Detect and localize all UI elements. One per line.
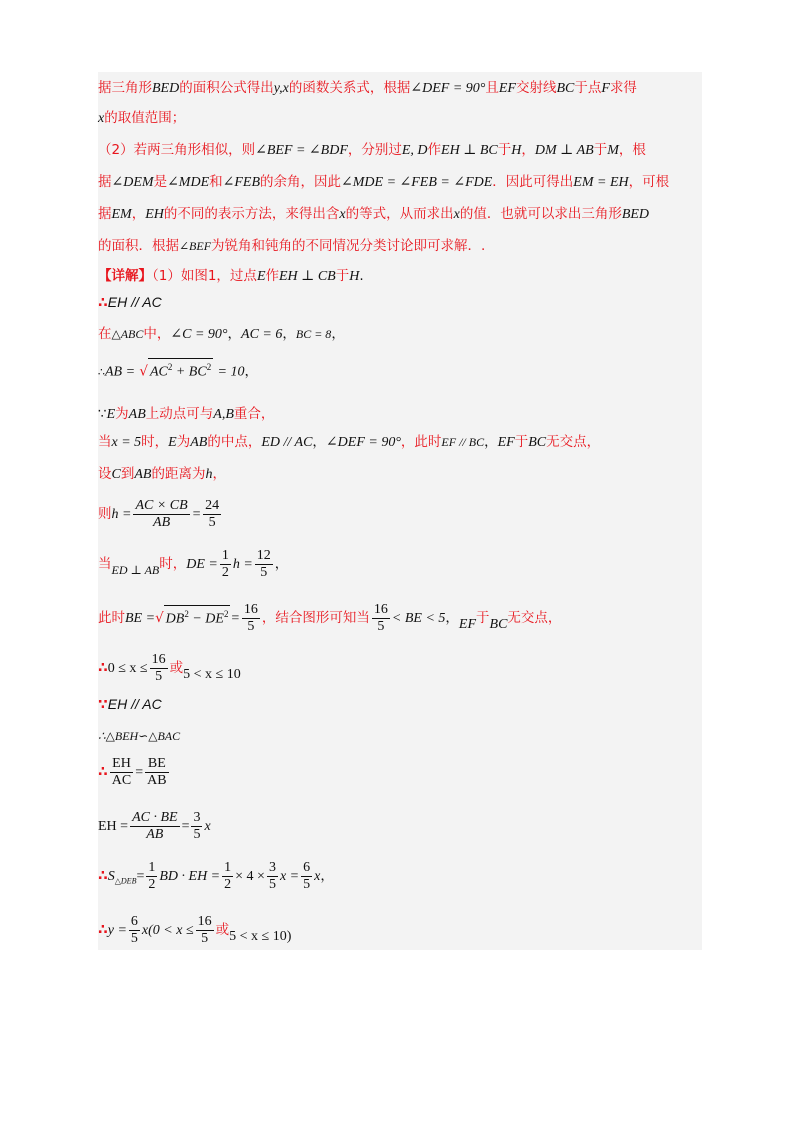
text: 的不同的表示方法，来得出含 [163, 206, 340, 222]
math: EH // AC [107, 696, 162, 712]
text: 的面积．根据 [98, 238, 179, 254]
math: BE = [125, 611, 156, 626]
therefore-symbol: ∴ [98, 922, 108, 938]
therefore-symbol: ∴ [98, 764, 108, 780]
detail-line-9 [98, 544, 288, 590]
math: ∴△BEH∽△BAC [98, 729, 181, 743]
text: ， [244, 363, 258, 380]
math: ∠DEM [111, 175, 154, 190]
math: = [135, 765, 144, 780]
math: AC [149, 364, 168, 380]
text: ， [331, 326, 345, 342]
detail-line-7 [98, 464, 226, 485]
text: 和 [209, 174, 223, 190]
fraction: $\frac{24}{5}$ [205, 497, 220, 530]
detail-line-3 [98, 324, 345, 345]
therefore-symbol: ∴ [98, 660, 108, 676]
text: 于 [497, 142, 512, 158]
math: 5 < x ≤ 10 [183, 667, 241, 682]
text: 据三角形 [98, 80, 152, 96]
text: 是 [153, 174, 168, 190]
math: BC [556, 81, 575, 96]
math: ED ⊥ AB [111, 563, 160, 577]
therefore-symbol: ∴ [98, 365, 105, 379]
math: C [111, 467, 121, 482]
text: 的等式，从而求出 [345, 206, 454, 222]
math: x [98, 111, 105, 126]
math: = [191, 507, 202, 522]
text: 此时 [98, 610, 125, 626]
math: AB [190, 435, 208, 450]
text: 于点 [574, 80, 602, 96]
math: h = [232, 557, 253, 572]
text: 为锐角和钝角的不同情况分类讨论即可求解．. [211, 238, 486, 254]
fraction: $\frac{AC \times CB}{AB}$ [135, 497, 188, 530]
fraction: $\frac{16}{5}$ [197, 913, 212, 946]
text: 当 [98, 434, 112, 450]
text: 时， [159, 556, 187, 572]
text: （1）如图1，过点 [152, 268, 257, 284]
fraction: $\frac{16}{5}$ [151, 651, 166, 684]
text: ， [212, 466, 226, 482]
text: ， [521, 142, 535, 158]
math: EH ⊥ BC [441, 143, 498, 158]
math: EH [145, 207, 164, 222]
text: ．因此可得出 [492, 174, 574, 190]
detail-line-4: ∴AB = √ $AC^2 + BC^2 = 10$， [98, 358, 258, 383]
text: 的距离为 [151, 466, 206, 482]
math: x [204, 819, 211, 834]
detail-line-17 [98, 910, 291, 957]
fraction: $\frac{1}{2}$ [148, 859, 156, 892]
math: BD · EH = [159, 869, 221, 884]
text: ，结合图形可知当 [261, 610, 370, 626]
text: ， [131, 206, 146, 222]
fraction: $\frac{1}{2}$ [221, 547, 229, 580]
math: ∠DEF = 90° [325, 435, 401, 450]
math: F [601, 81, 610, 96]
math: M [607, 143, 619, 158]
fraction: $\frac{EH}{AC}$ [111, 755, 132, 788]
math: EF [458, 617, 477, 632]
math: EH ⊥ CB [279, 269, 336, 284]
text: . [359, 268, 364, 284]
therefore-symbol: ∴ [98, 868, 108, 884]
text: ， [282, 326, 296, 342]
text: ， [312, 434, 326, 450]
text: （2）若两三角形相似，则 [98, 142, 256, 158]
text: 为 [176, 434, 191, 450]
text: 重合， [233, 406, 275, 422]
text: ，此时 [400, 434, 442, 450]
text: 交射线 [515, 80, 557, 96]
math: E [256, 269, 266, 284]
math: E [168, 435, 177, 450]
text: ， [484, 434, 498, 450]
math: ∠C = 90° [170, 327, 228, 342]
detail-line-2 [98, 292, 162, 313]
math: y = [107, 923, 127, 938]
text: 的中点， [207, 434, 262, 450]
exponent: 2 [206, 362, 212, 372]
text: 上动点可与 [145, 406, 214, 422]
math: < BE < 5 [391, 611, 446, 626]
math: ∠MDE = ∠FEB = ∠FDE [341, 175, 493, 190]
exponent: 2 [167, 362, 173, 372]
math: ∠DEF = 90° [410, 81, 486, 96]
because-symbol: ∵ [98, 697, 108, 713]
text: ， [227, 326, 242, 342]
math: BC [528, 435, 547, 450]
math: y,x [273, 81, 289, 96]
math: BED [621, 207, 650, 222]
text: 作 [265, 268, 279, 284]
text: 或 [169, 660, 184, 676]
math: ∠FEB [222, 175, 261, 190]
detail-line-13 [98, 726, 180, 746]
fraction: $\frac{AC \cdot BE}{AB}$ [132, 809, 178, 842]
math: ∠MDE [167, 175, 210, 190]
fraction: $\frac{6}{5}$ [130, 913, 138, 946]
math: EH = [98, 819, 129, 834]
text: 于 [514, 434, 529, 450]
math: E, D [401, 143, 428, 158]
detail-line-6 [98, 432, 600, 453]
fraction: $\frac{3}{5}$ [268, 859, 276, 892]
text: ，可根 [628, 174, 670, 190]
text: 当 [98, 556, 112, 572]
therefore-symbol: ∴ [98, 295, 108, 311]
math: x = [279, 869, 300, 884]
fraction: $\frac{16}{5}$ [373, 601, 388, 634]
text: 无交点， [546, 434, 601, 450]
detail-line-12 [98, 694, 162, 715]
text: 的取值范围； [104, 110, 186, 126]
text: 到 [120, 466, 135, 482]
math: + BC [172, 364, 207, 380]
detail-line-10: 此时BE =√ $DB^2 - DE^2$ = $\frac{16}{5}$ ，结合图形可知当 $\frac{16}{5}$ < BE < 5，EF于BC无交点， [98, 601, 562, 634]
math: x [314, 869, 321, 884]
fraction: $\frac{6}{5}$ [303, 859, 311, 892]
text: 于 [593, 142, 608, 158]
text: ，根 [618, 142, 646, 158]
detail-line-8 [98, 494, 223, 535]
math: EH // AC [107, 294, 162, 310]
math: △ABC [111, 327, 144, 341]
fraction: $\frac{16}{5}$ [243, 601, 258, 634]
math: ∠BEF = ∠BDF [255, 143, 348, 158]
text: 的面积公式得出 [179, 80, 274, 96]
text: ，分别过 [347, 142, 402, 158]
math: x = 5 [111, 435, 142, 450]
math: AB = [105, 364, 136, 380]
math: 0 ≤ x ≤ [107, 661, 148, 676]
text: 中， [143, 326, 171, 342]
math: EF [498, 81, 516, 96]
math: EM = EH [573, 175, 629, 190]
text: 且 [485, 80, 499, 96]
detail-line-5 [98, 404, 274, 425]
math: H [349, 269, 360, 284]
math: ∠BEF [179, 239, 212, 253]
text: 为 [115, 406, 129, 422]
text: 据 [98, 206, 112, 222]
math: E [106, 407, 116, 422]
math: AB [128, 407, 146, 422]
math: A,B [213, 407, 234, 422]
analysis-line-1 [98, 78, 637, 99]
text: 据 [98, 174, 112, 190]
text: 求得 [609, 80, 637, 96]
math: S [107, 869, 115, 884]
math: BED [152, 81, 180, 96]
math: H [511, 143, 522, 158]
fraction: $\frac{BE}{AB}$ [147, 755, 167, 788]
math: ED // AC [261, 435, 313, 450]
math: = 10 [217, 364, 245, 380]
detail-heading: 【详解】 [98, 268, 152, 284]
math: BC [489, 617, 508, 632]
detail-line-15 [98, 806, 211, 847]
detail-line-11 [98, 648, 241, 695]
math: EF [497, 435, 515, 450]
text: 的函数关系式，根据 [288, 80, 411, 96]
analysis-line-6 [98, 236, 485, 256]
because-symbol: ∵ [98, 406, 107, 422]
fraction: $\frac{1}{2}$ [224, 859, 232, 892]
subscript: △DEB [114, 876, 137, 886]
math: x [453, 207, 460, 222]
text: 则 [98, 506, 112, 522]
text: 设 [98, 466, 112, 482]
text: 或 [215, 922, 230, 938]
fraction: $\frac{12}{5}$ [256, 547, 271, 580]
text: ， [445, 610, 459, 626]
text: 作 [427, 142, 442, 158]
math: x(0 < x ≤ [141, 923, 194, 938]
text: 无交点， [507, 610, 562, 626]
math: EF // BC [441, 435, 485, 449]
text: 时， [141, 434, 169, 450]
math: h [205, 467, 213, 482]
math: x [339, 207, 346, 222]
text: 在 [98, 326, 112, 342]
text: 的余角，因此 [260, 174, 342, 190]
fraction: $\frac{3}{5}$ [193, 809, 201, 842]
text: ， [274, 556, 289, 572]
math: BC = 8 [295, 327, 332, 341]
analysis-line-2 [98, 108, 185, 129]
math: h = [111, 507, 132, 522]
analysis-line-3 [98, 140, 646, 161]
math: DM ⊥ AB [534, 143, 594, 158]
text: 于 [476, 610, 490, 626]
text: ， [320, 868, 334, 884]
math: 5 < x ≤ 10) [229, 929, 292, 944]
analysis-line-5 [98, 204, 649, 225]
math: = [136, 869, 145, 884]
math: EM [111, 207, 132, 222]
detail-line-14 [98, 752, 171, 793]
text: 的值．也就可以求出三角形 [459, 206, 622, 222]
text: 于 [335, 268, 350, 284]
math: = [230, 611, 240, 626]
math: AB [134, 467, 152, 482]
analysis-line-4 [98, 172, 669, 193]
detail-line-16 [98, 856, 334, 902]
math: × 4 × [235, 869, 265, 884]
math: DE = [186, 557, 218, 572]
detail-line-1 [98, 266, 364, 287]
math: = [181, 819, 190, 834]
math: AC = 6 [241, 327, 283, 342]
